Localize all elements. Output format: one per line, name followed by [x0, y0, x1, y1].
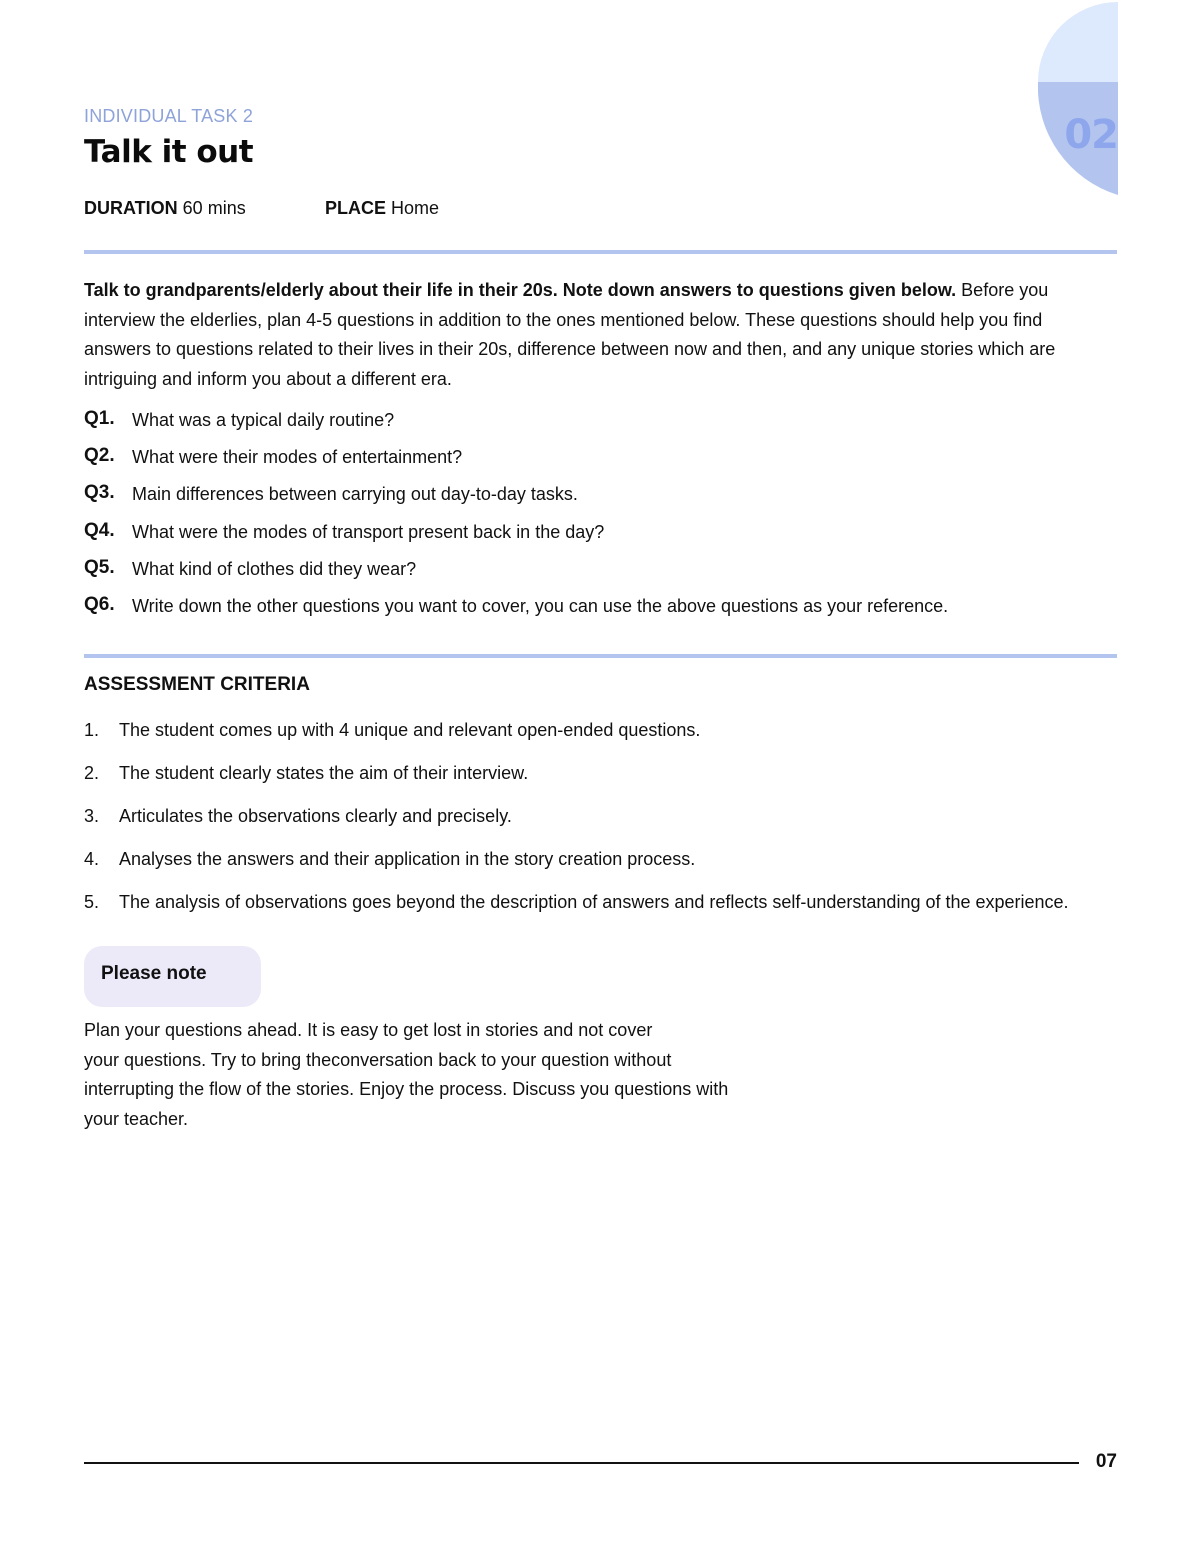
question-text: What was a typical daily routine? — [132, 410, 395, 430]
corner-leaf-decoration-icon — [1038, 2, 1118, 195]
criteria-item — [84, 844, 1124, 887]
place-label: PLACE — [325, 198, 387, 218]
divider — [84, 250, 1117, 254]
criteria-text: Articulates the observations clearly and precisely. — [119, 806, 512, 826]
question-text: What were the modes of transport present back in the day? — [132, 521, 605, 542]
intro-bold: Talk to grandparents/elderly about their life in their 20s. Note down answers to questions given below. — [84, 280, 957, 300]
criteria-text: The analysis of observations goes beyond the description of answers and reflects self-understanding of the experience. — [119, 892, 1069, 912]
question-label: Q5. — [84, 556, 115, 578]
question-item — [84, 478, 1124, 515]
note-title: Please note — [101, 963, 207, 984]
question-item — [84, 404, 1124, 441]
assessment-list — [84, 715, 1124, 930]
question-text: What were their modes of entertainment? — [132, 447, 463, 468]
criteria-number: 5. — [84, 892, 100, 912]
criteria-text: Analyses the answers and their application in the story creation process. — [119, 849, 696, 869]
place-value: Home — [391, 198, 440, 218]
duration-meta — [84, 198, 246, 219]
divider — [84, 654, 1117, 658]
criteria-item — [84, 715, 1124, 758]
criteria-item — [84, 758, 1124, 801]
duration-label: DURATION — [84, 198, 178, 218]
note-body — [84, 1016, 764, 1134]
question-item — [84, 590, 1124, 627]
note-callout — [84, 946, 261, 1007]
question-list — [84, 404, 1124, 627]
place-meta — [325, 198, 439, 219]
criteria-item — [84, 887, 1124, 930]
question-item — [84, 553, 1124, 590]
question-item — [84, 516, 1124, 553]
question-text: Main differences between carrying out day-to-day tasks. — [132, 484, 578, 505]
question-label: Q4. — [84, 519, 115, 541]
criteria-text: The student comes up with 4 unique and relevant open-ended questions. — [119, 720, 701, 740]
question-item — [84, 441, 1124, 478]
page-title: Talk it out — [84, 134, 254, 170]
note-line: your questions. Try to bring theconversation back to your question without — [84, 1049, 672, 1070]
intro-paragraph — [84, 276, 1114, 394]
criteria-number: 3. — [84, 806, 100, 826]
criteria-number: 1. — [84, 720, 100, 740]
question-label: Q1. — [84, 408, 115, 429]
intro-text: Before you interview the elderlies, plan 4-5 questions in addition to the ones mentioned below. These questions should help you find answers to questions related to their lives in their 20s, difference between now and then, and any unique stories which are intriguing and inform you about a different era. — [84, 280, 1056, 389]
duration-value: 60 mins — [182, 198, 246, 218]
question-label: Q3. — [84, 482, 115, 504]
footer-divider — [84, 1462, 1079, 1464]
criteria-number: 4. — [84, 849, 100, 869]
criteria-text: The student clearly states the aim of their interview. — [119, 763, 529, 783]
question-label: Q6. — [84, 593, 115, 615]
task-number: 02 — [1064, 112, 1118, 158]
question-text: What kind of clothes did they wear? — [132, 558, 417, 579]
note-line: your teacher. — [84, 1108, 189, 1129]
question-label: Q2. — [84, 445, 115, 467]
task-eyebrow: INDIVIDUAL TASK 2 — [84, 106, 254, 126]
page-number: 07 — [1095, 1451, 1117, 1472]
criteria-number: 2. — [84, 763, 100, 783]
question-text: Write down the other questions you want to cover, you can use the above questions as your reference. — [132, 595, 949, 616]
assessment-heading: ASSESSMENT CRITERIA — [84, 674, 310, 695]
note-line: Plan your questions ahead. It is easy to get lost in stories and not cover — [84, 1020, 653, 1040]
criteria-item — [84, 801, 1124, 844]
note-line: interrupting the flow of the stories. Enjoy the process. Discuss you questions with — [84, 1079, 729, 1099]
